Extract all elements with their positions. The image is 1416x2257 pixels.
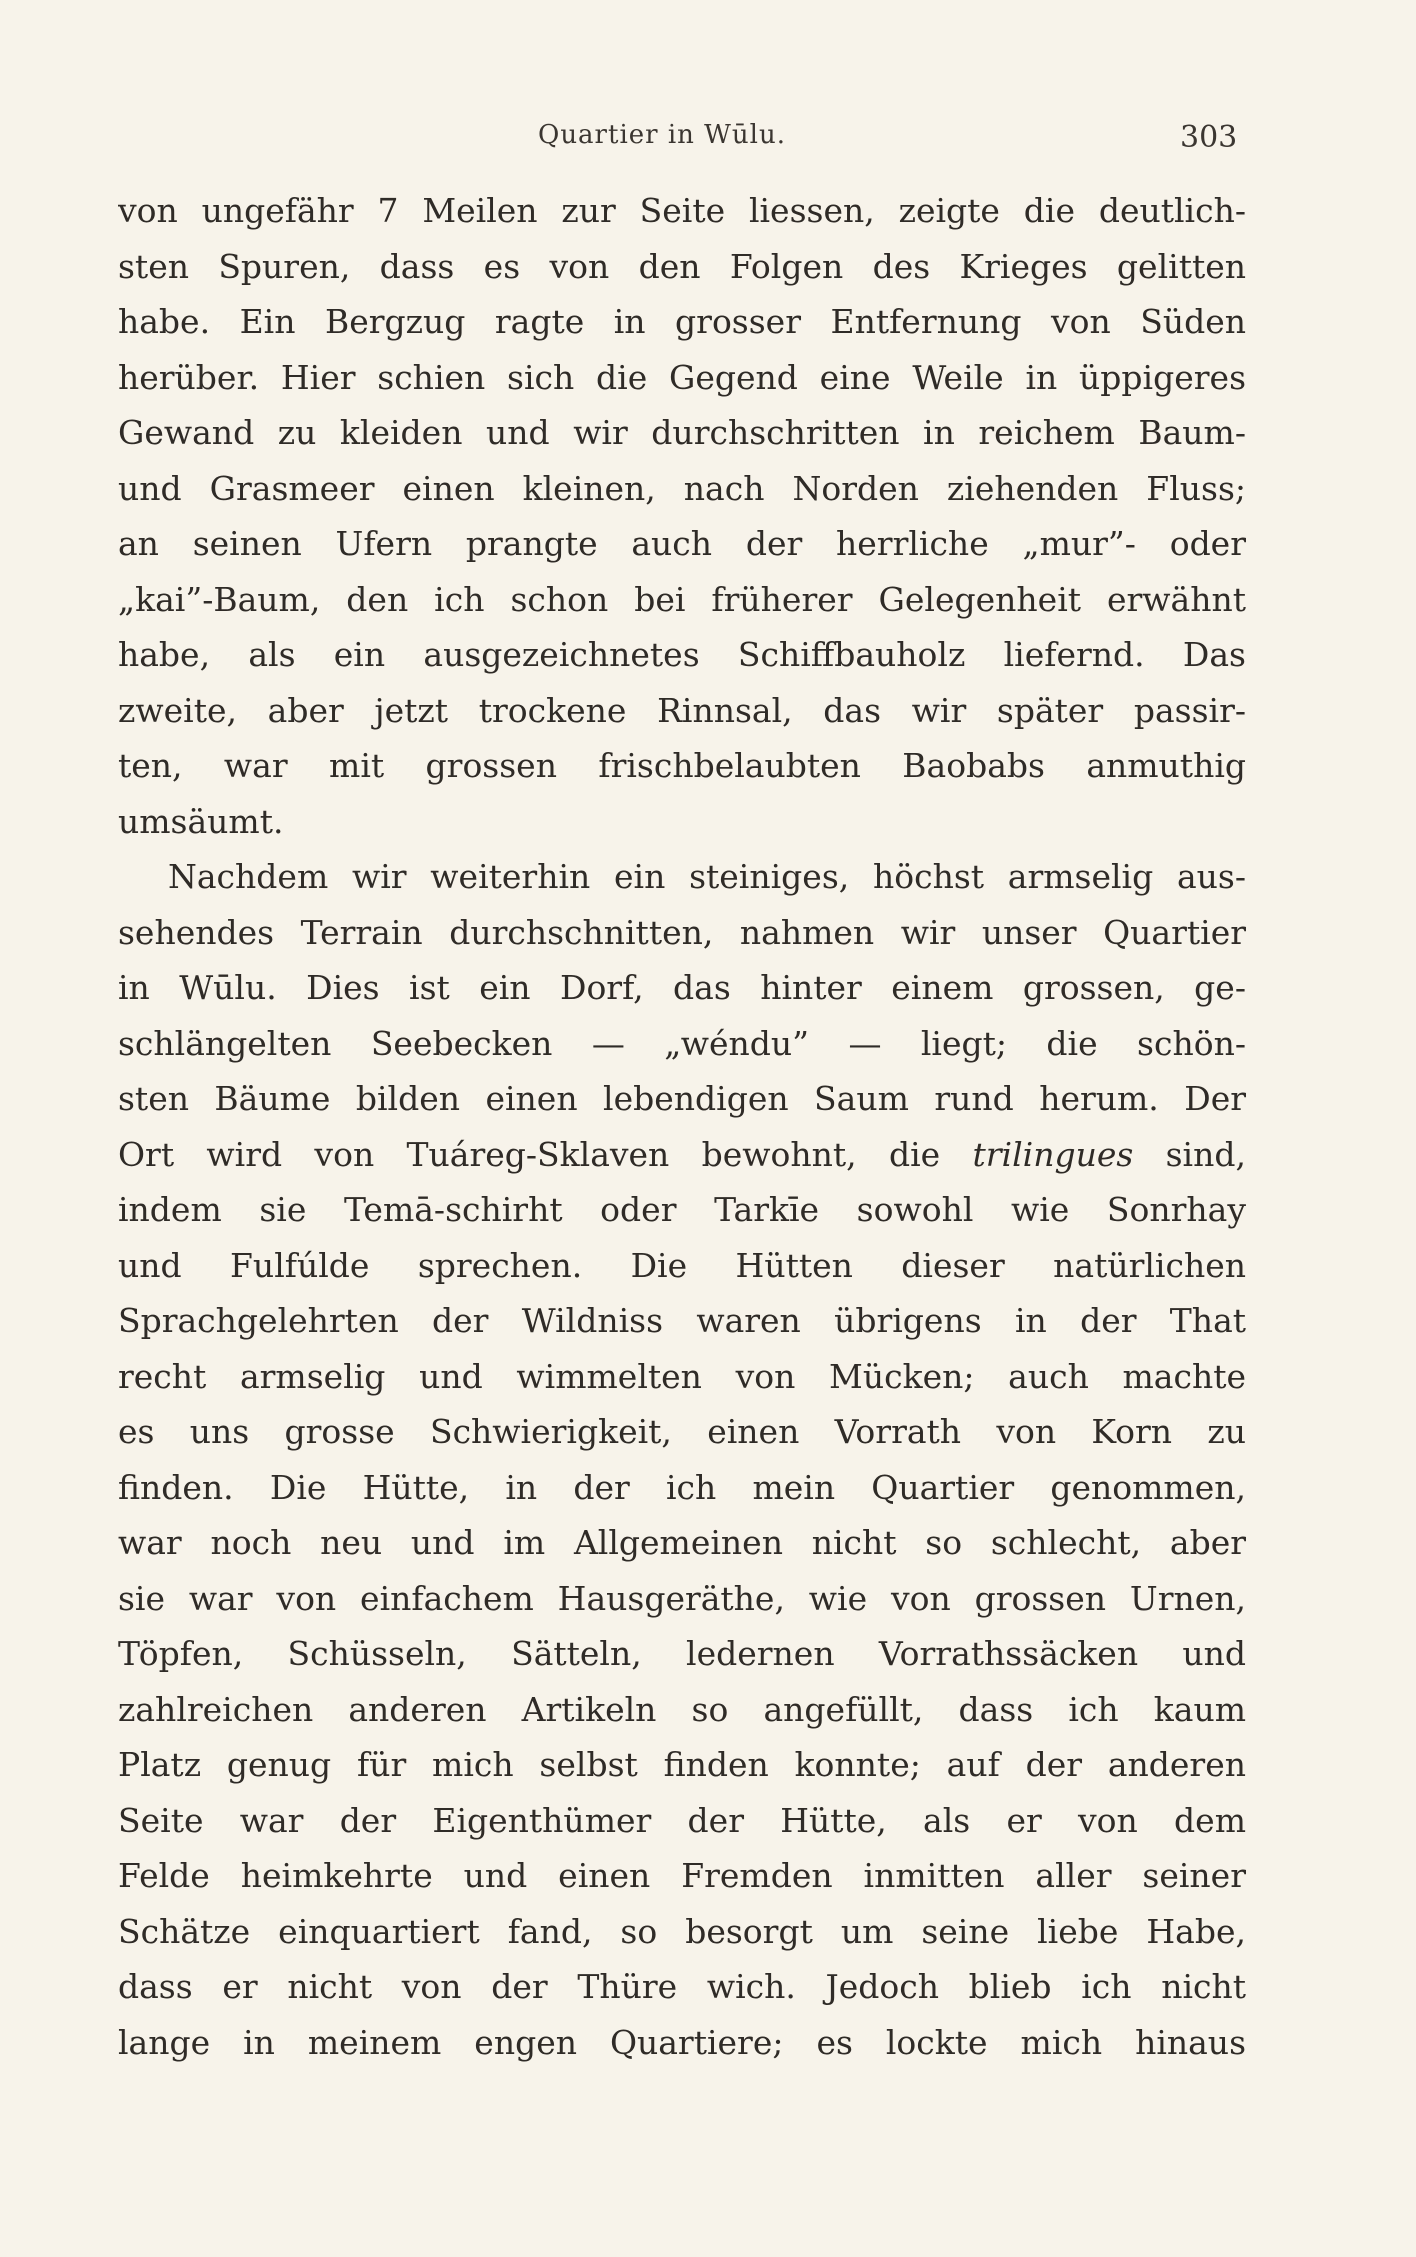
text-line: sten Bäume bilden einen lebendigen Saum rund herum. Der bbox=[118, 1079, 1246, 1118]
text-line: sten Spuren, dass es von den Folgen des Krieges gelitten bbox=[118, 246, 1246, 286]
text-line: schlängelten Seebecken — „wéndu” — liegt; die schön- bbox=[118, 1023, 1246, 1063]
text-line: Sprachgelehrten der Wildniss waren übrigens in der That bbox=[118, 1301, 1246, 1340]
italic-term: trilingues bbox=[972, 1134, 1134, 1174]
text-line: sie war von einfachem Hausgeräthe, wie von grossen Urnen, bbox=[118, 1578, 1246, 1618]
text-line: habe. Ein Bergzug ragte in grosser Entfernung von Süden bbox=[118, 302, 1246, 341]
page-number: 303 bbox=[1180, 120, 1238, 155]
text-line-with-italic bbox=[118, 1127, 1246, 1183]
text-line: habe, als ein ausgezeichnetes Schiffbauholz liefernd. Das bbox=[118, 635, 1246, 674]
text-line: recht armselig und wimmelten von Mücken; auch machte bbox=[118, 1356, 1246, 1396]
running-title: Quartier in Wūlu. bbox=[538, 120, 786, 150]
text-line: an seinen Ufern prangte auch der herrliche „mur”- oder bbox=[118, 524, 1246, 563]
text-line: zweite, aber jetzt trockene Rinnsal, das wir später passir- bbox=[118, 690, 1246, 730]
text-line: Platz genug für mich selbst finden konnte; auf der anderen bbox=[118, 1745, 1246, 1784]
text-line: und Fulfúlde sprechen. Die Hütten dieser natürlichen bbox=[118, 1245, 1246, 1285]
paragraph-1 bbox=[118, 183, 1246, 849]
text-line: indem sie Temā-schirht oder Tarkīe sowohl wie Sonrhay bbox=[118, 1190, 1246, 1229]
running-head bbox=[0, 120, 1416, 160]
text-line: von ungefähr 7 Meilen zur Seite liessen, zeigte die deutlich- bbox=[118, 191, 1246, 230]
text-line: war noch neu und im Allgemeinen nicht so schlecht, aber bbox=[118, 1523, 1246, 1562]
text-line: lange in meinem engen Quartiere; es lockte mich hinaus bbox=[118, 2022, 1246, 2062]
text-line: dass er nicht von der Thüre wich. Jedoch blieb ich nicht bbox=[118, 1967, 1246, 2006]
text-segment: Ort wird von Tuáreg-Sklaven bewohnt, die bbox=[118, 1134, 973, 1174]
text-line: ten, war mit grossen frischbelaubten Baobabs anmuthig bbox=[118, 746, 1246, 785]
body-text bbox=[118, 183, 1246, 2070]
text-line: Töpfen, Schüsseln, Sätteln, ledernen Vorrathssäcken und bbox=[118, 1634, 1246, 1673]
text-line: sehendes Terrain durchschnitten, nahmen wir unser Quartier bbox=[118, 912, 1246, 952]
text-line: und Grasmeer einen kleinen, nach Norden ziehenden Fluss; bbox=[118, 468, 1246, 508]
text-line: Nachdem wir weiterhin ein steiniges, höchst armselig aus- bbox=[168, 857, 1246, 896]
text-line: es uns grosse Schwierigkeit, einen Vorrath von Korn zu bbox=[118, 1412, 1246, 1451]
text-line: „kai”-Baum, den ich schon bei früherer Gelegenheit erwähnt bbox=[118, 579, 1246, 619]
text-line: in Wūlu. Dies ist ein Dorf, das hinter einem grossen, ge- bbox=[118, 968, 1246, 1007]
text-line: herüber. Hier schien sich die Gegend eine Weile in üppigeres bbox=[118, 357, 1246, 397]
text-line: Gewand zu kleiden und wir durchschritten in reichem Baum- bbox=[118, 413, 1246, 452]
text-line: Schätze einquartiert fand, so besorgt um seine liebe Habe, bbox=[118, 1911, 1246, 1951]
text-line: zahlreichen anderen Artikeln so angefüllt, dass ich kaum bbox=[118, 1689, 1246, 1729]
text-line: umsäumt. bbox=[118, 801, 284, 841]
text-line: Seite war der Eigenthümer der Hütte, als er von dem bbox=[118, 1800, 1246, 1840]
text-line: finden. Die Hütte, in der ich mein Quartier genommen, bbox=[118, 1467, 1246, 1507]
text-line: Felde heimkehrte und einen Fremden inmitten aller seiner bbox=[118, 1856, 1246, 1895]
text-segment: sind, bbox=[1133, 1134, 1246, 1174]
paragraph-2 bbox=[118, 849, 1246, 2070]
